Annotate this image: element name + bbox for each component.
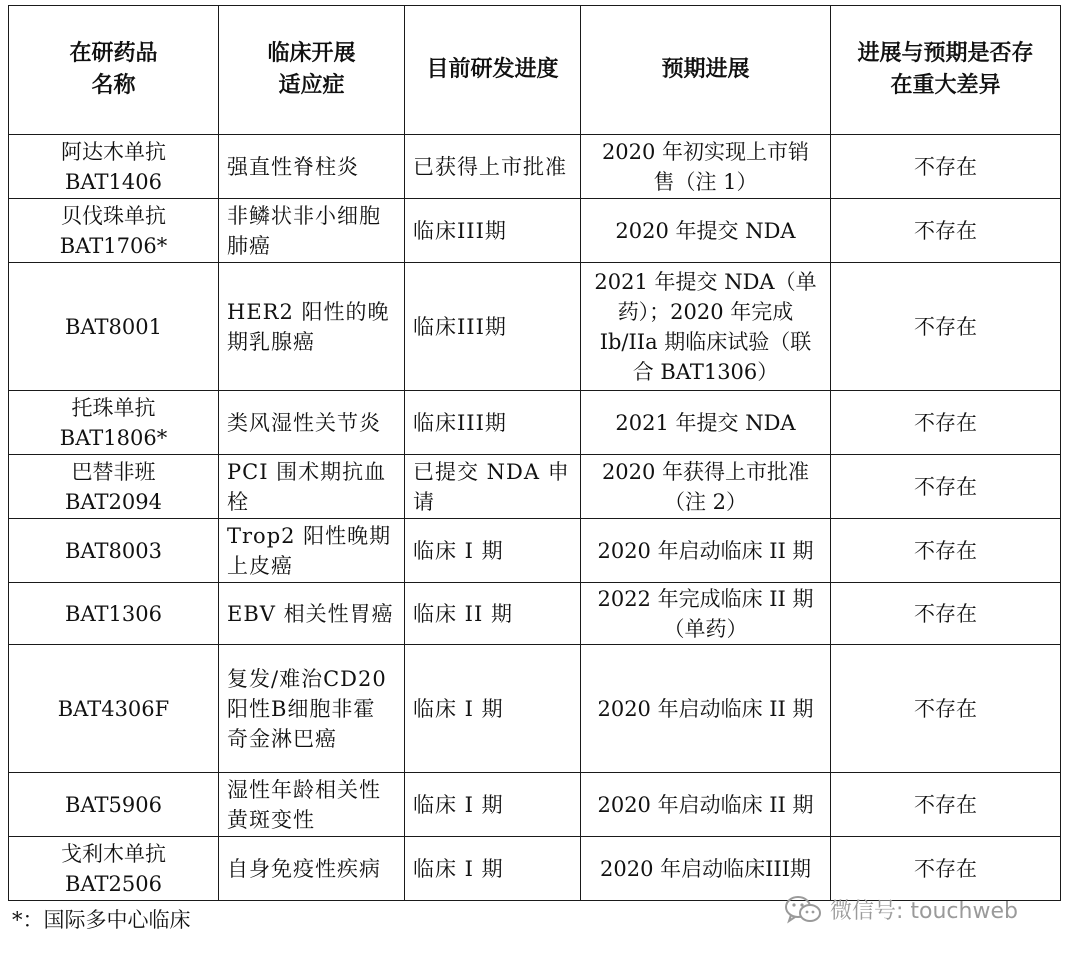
table-row (9, 519, 1061, 583)
cell-current-stage: 临床III期 (405, 391, 581, 455)
header-expected-progress: 预期进展 (581, 6, 831, 135)
header-current-stage: 目前研发进度 (405, 6, 581, 135)
header-indication: 临床开展 适应症 (219, 6, 405, 135)
table-row (9, 199, 1061, 263)
cell-expected-progress: 2020 年初实现上市销 售（注 1） (581, 135, 831, 199)
cell-drug-name: BAT8001 (9, 263, 219, 391)
table-row (9, 645, 1061, 773)
header-drug-name: 在研药品 名称 (9, 6, 219, 135)
pipeline-table (8, 5, 1061, 901)
cell-current-stage: 临床III期 (405, 199, 581, 263)
cell-current-stage: 临床III期 (405, 263, 581, 391)
cell-indication: 复发/难治CD20阳性B细胞非霍奇金淋巴癌 (219, 645, 405, 773)
table-row (9, 583, 1061, 645)
cell-expected-progress: 2020 年启动临床 II 期 (581, 519, 831, 583)
cell-drug-name: BAT8003 (9, 519, 219, 583)
cell-indication: 非鳞状非小细胞肺癌 (219, 199, 405, 263)
cell-difference: 不存在 (831, 263, 1061, 391)
cell-difference: 不存在 (831, 519, 1061, 583)
cell-current-stage: 已提交 NDA 申请 (405, 455, 581, 519)
cell-drug-name: BAT4306F (9, 645, 219, 773)
cell-indication: EBV 相关性胃癌 (219, 583, 405, 645)
cell-difference: 不存在 (831, 455, 1061, 519)
cell-expected-progress: 2020 年提交 NDA (581, 199, 831, 263)
cell-current-stage: 临床 I 期 (405, 645, 581, 773)
cell-expected-progress: 2021 年提交 NDA（单 药）；2020 年完成 Ib/IIa 期临床试验（联 合 BAT1306） (581, 263, 831, 391)
cell-indication: 自身免疫性疾病 (219, 837, 405, 901)
cell-current-stage: 临床 I 期 (405, 519, 581, 583)
cell-difference: 不存在 (831, 837, 1061, 901)
cell-current-stage: 临床 I 期 (405, 837, 581, 901)
cell-difference: 不存在 (831, 199, 1061, 263)
cell-drug-name: 巴替非班 BAT2094 (9, 455, 219, 519)
cell-expected-progress: 2020 年获得上市批准 （注 2） (581, 455, 831, 519)
cell-indication: Trop2 阳性晚期上皮癌 (219, 519, 405, 583)
wechat-icon (784, 895, 824, 925)
table-header-row (9, 6, 1061, 135)
cell-expected-progress: 2020 年启动临床III期 (581, 837, 831, 901)
cell-indication: HER2 阳性的晚期乳腺癌 (219, 263, 405, 391)
cell-current-stage: 已获得上市批准 (405, 135, 581, 199)
cell-drug-name: 托珠单抗 BAT1806* (9, 391, 219, 455)
cell-difference: 不存在 (831, 773, 1061, 837)
cell-drug-name: BAT1306 (9, 583, 219, 645)
cell-drug-name: 贝伐珠单抗 BAT1706* (9, 199, 219, 263)
table-row (9, 837, 1061, 901)
cell-expected-progress: 2021 年提交 NDA (581, 391, 831, 455)
header-difference: 进展与预期是否存 在重大差异 (831, 6, 1061, 135)
cell-difference: 不存在 (831, 583, 1061, 645)
table-row (9, 773, 1061, 837)
cell-expected-progress: 2020 年启动临床 II 期 (581, 773, 831, 837)
watermark (784, 894, 1018, 925)
cell-current-stage: 临床 II 期 (405, 583, 581, 645)
table-row (9, 263, 1061, 391)
cell-indication: 强直性脊柱炎 (219, 135, 405, 199)
cell-difference: 不存在 (831, 645, 1061, 773)
cell-indication: 湿性年龄相关性黄斑变性 (219, 773, 405, 837)
cell-drug-name: 戈利木单抗 BAT2506 (9, 837, 219, 901)
cell-difference: 不存在 (831, 391, 1061, 455)
table-row (9, 455, 1061, 519)
cell-difference: 不存在 (831, 135, 1061, 199)
cell-drug-name: BAT5906 (9, 773, 219, 837)
cell-indication: 类风湿性关节炎 (219, 391, 405, 455)
cell-current-stage: 临床 I 期 (405, 773, 581, 837)
table-row (9, 135, 1061, 199)
cell-indication: PCI 围术期抗血栓 (219, 455, 405, 519)
table-row (9, 391, 1061, 455)
cell-drug-name: 阿达木单抗 BAT1406 (9, 135, 219, 199)
cell-expected-progress: 2022 年完成临床 II 期 （单药） (581, 583, 831, 645)
cell-expected-progress: 2020 年启动临床 II 期 (581, 645, 831, 773)
watermark-text: 微信号: touchweb (830, 899, 1018, 924)
footnote: *：国际多中心临床 (12, 908, 191, 932)
